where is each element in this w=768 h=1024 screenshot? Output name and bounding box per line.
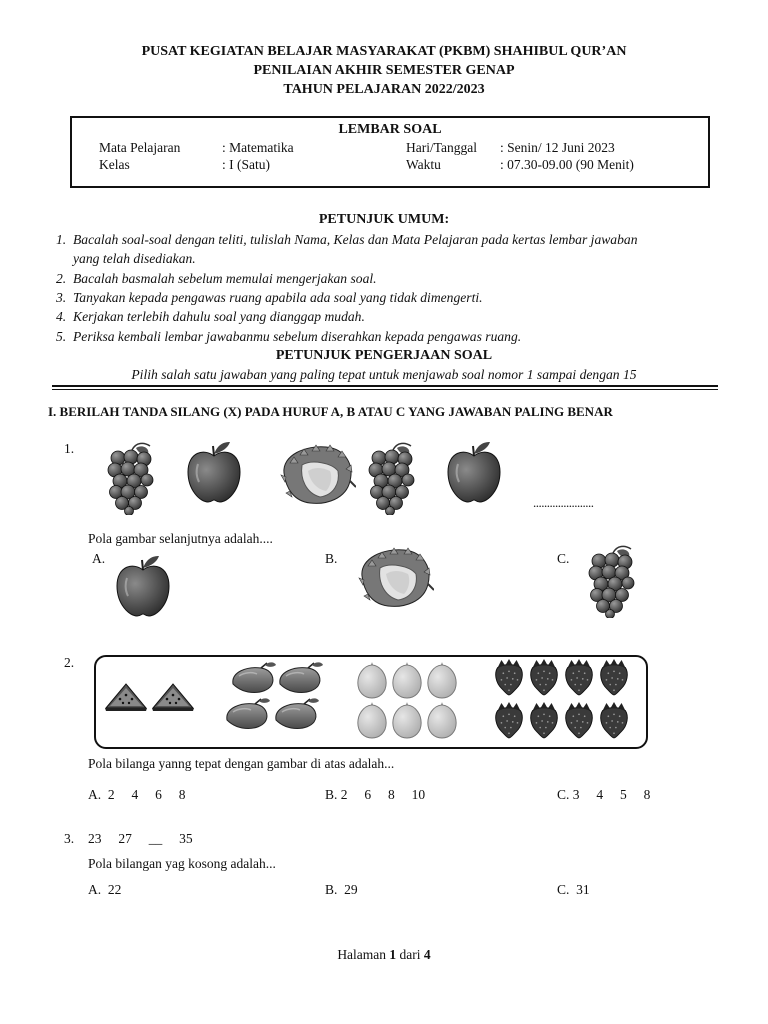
work-instructions-title: PETUNJUK PENGERJAAN SOAL	[275, 348, 493, 363]
lemon-icon	[355, 662, 389, 700]
lemon-icon	[425, 662, 459, 700]
info-box	[70, 116, 710, 188]
watermelon-icon	[104, 682, 148, 712]
grape-icon	[367, 440, 417, 515]
apple-icon	[184, 440, 244, 504]
strawberry-icon	[597, 701, 631, 739]
durian-icon	[276, 443, 356, 507]
lemon-icon	[390, 662, 424, 700]
option-a[interactable]: A. 22	[88, 882, 122, 897]
question-prompt: Pola bilanga yanng tepat dengan gambar di atas adalah...	[88, 756, 395, 771]
strawberry-icon	[527, 658, 561, 696]
subject-label: Mata Pelajaran	[99, 140, 181, 155]
strawberry-icon	[562, 658, 596, 696]
option-b[interactable]: B. 29	[325, 882, 358, 897]
school-year: TAHUN PELAJARAN 2022/2023	[283, 82, 485, 97]
divider	[52, 385, 718, 387]
grape-icon	[587, 543, 637, 618]
question-prompt: Pola gambar selanjutnya adalah....	[88, 531, 273, 546]
time-label: Waktu	[406, 157, 441, 172]
question-prompt: Pola bilangan yag kosong adalah...	[88, 856, 276, 871]
subject-value: : Matematika	[222, 140, 294, 155]
grape-icon	[106, 440, 156, 515]
time-value: : 07.30-09.00 (90 Menit)	[500, 157, 634, 172]
mango-icon	[270, 698, 320, 732]
lemon-icon	[390, 702, 424, 740]
general-instructions-title: PETUNJUK UMUM:	[318, 212, 450, 227]
option-b[interactable]: B.	[325, 551, 338, 566]
question-number: 2.	[64, 655, 75, 670]
class-value: : I (Satu)	[222, 157, 270, 172]
date-label: Hari/Tanggal	[406, 140, 478, 155]
strawberry-icon	[597, 658, 631, 696]
strawberry-icon	[492, 658, 526, 696]
school-name: PUSAT KEGIATAN BELAJAR MASYARAKAT (PKBM) SHAHIBUL QUR’AN	[141, 44, 627, 59]
mango-icon	[221, 698, 271, 732]
divider	[52, 389, 718, 390]
mango-icon	[227, 662, 277, 696]
page-footer: Halaman 1 dari 4	[337, 947, 431, 962]
instruction-item-cont: yang telah disediakan.	[73, 251, 196, 266]
section-title: I. BERILAH TANDA SILANG (X) PADA HURUF A, B ATAU C YANG JAWABAN PALING BENAR	[48, 404, 613, 419]
date-value: : Senin/ 12 Juni 2023	[500, 140, 615, 155]
sheet-title: LEMBAR SOAL	[338, 122, 442, 137]
option-a[interactable]: A.	[92, 551, 106, 566]
apple-icon	[113, 554, 173, 618]
work-instructions-text: Pilih salah satu jawaban yang paling tepat untuk menjawab soal nomor 1 sampai dengan 15	[131, 367, 637, 382]
instruction-item: 1. Bacalah soal-soal dengan teliti, tulislah Nama, Kelas dan Mata Pelajaran pada kertas lembar jawaban	[56, 232, 638, 247]
instruction-item: 3. Tanyakan kepada pengawas ruang apabila ada soal yang tidak dimengerti.	[56, 290, 483, 305]
durian-icon	[354, 546, 434, 610]
question-number: 3.	[64, 831, 75, 846]
number-sequence: 23 27 __ 35	[88, 831, 193, 846]
exam-title: PENILAIAN AKHIR SEMESTER GENAP	[253, 63, 515, 78]
watermelon-icon	[151, 682, 195, 712]
strawberry-icon	[527, 701, 561, 739]
option-c[interactable]: C. 3 4 5 8	[557, 787, 651, 802]
question-number: 1.	[64, 441, 75, 456]
instruction-item: 4. Kerjakan terlebih dahulu soal yang dianggap mudah.	[56, 309, 365, 324]
class-label: Kelas	[99, 157, 130, 172]
mango-icon	[274, 662, 324, 696]
answer-blank: ......................	[533, 495, 594, 510]
option-a[interactable]: A. 2 4 6 8	[88, 787, 186, 802]
option-c[interactable]: C. 31	[557, 882, 590, 897]
lemon-icon	[355, 702, 389, 740]
apple-icon	[444, 440, 504, 504]
strawberry-icon	[562, 701, 596, 739]
option-c[interactable]: C.	[557, 551, 570, 566]
instruction-item: 5. Periksa kembali lembar jawabanmu sebelum diserahkan kepada pengawas ruang.	[56, 329, 522, 344]
strawberry-icon	[492, 701, 526, 739]
instruction-item: 2. Bacalah basmalah sebelum memulai mengerjakan soal.	[56, 271, 377, 286]
lemon-icon	[425, 702, 459, 740]
option-b[interactable]: B. 2 6 8 10	[325, 787, 426, 802]
